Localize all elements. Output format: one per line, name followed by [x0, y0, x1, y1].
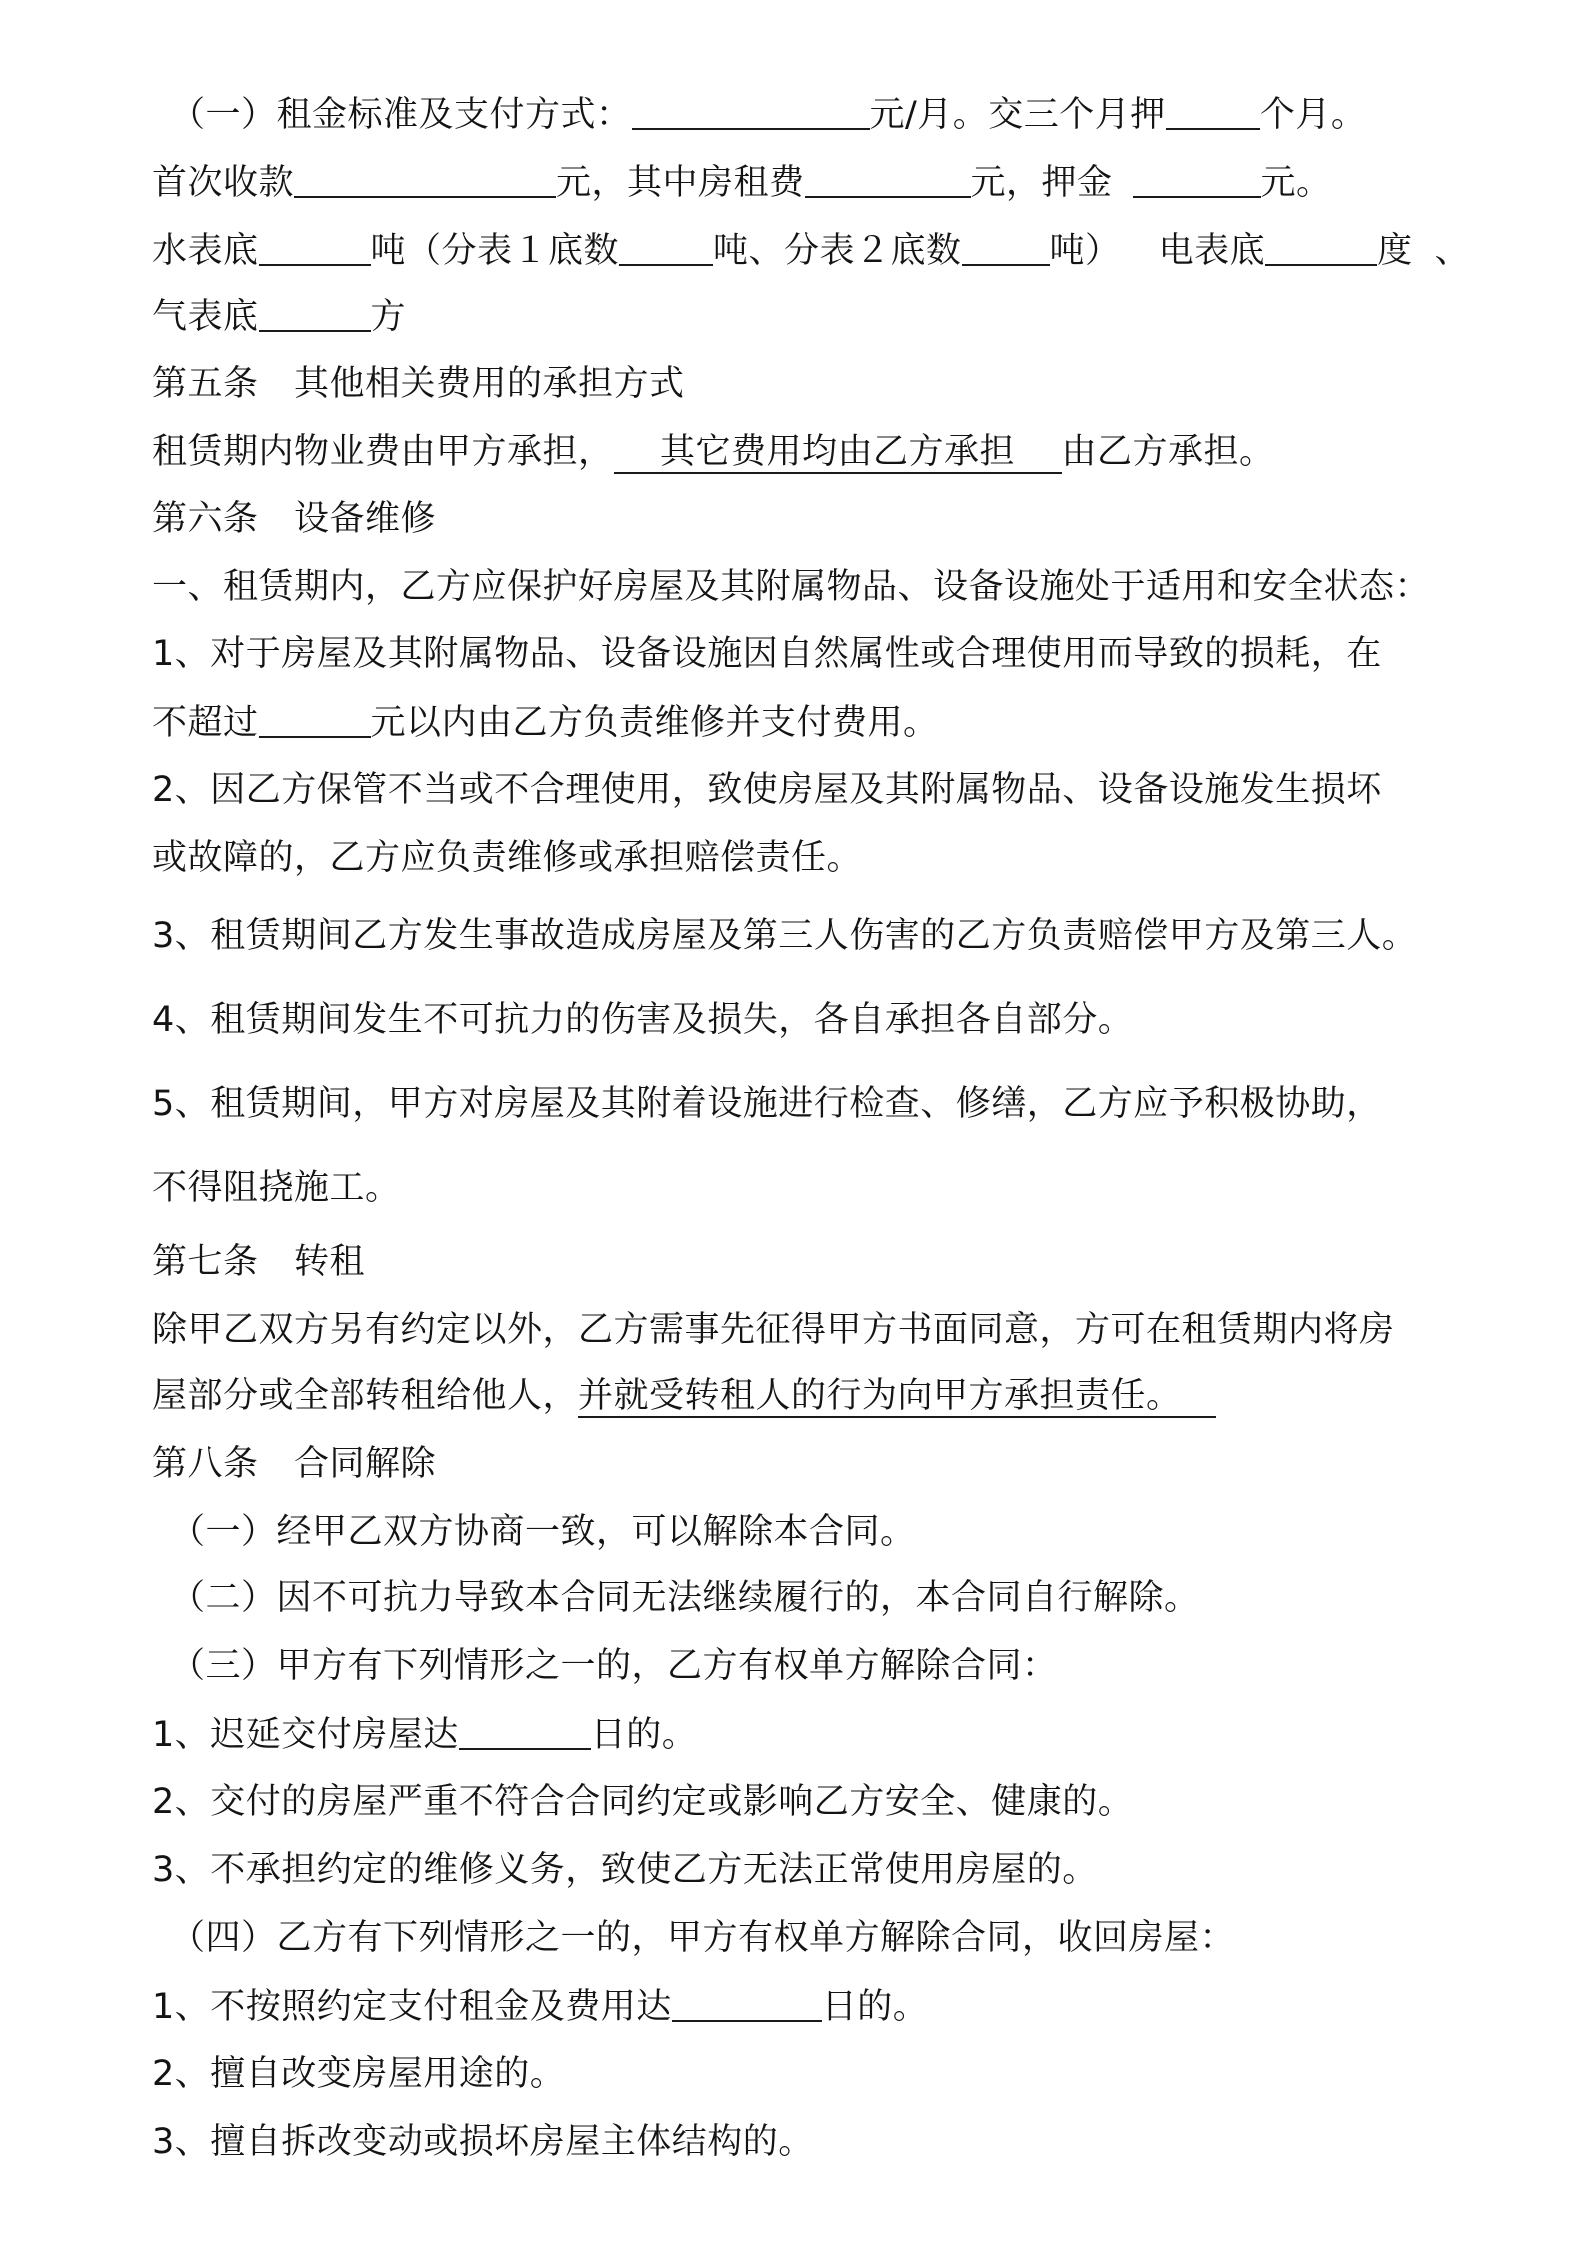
submeter-1-label: 吨（分表１底数	[370, 231, 620, 271]
not-exceed-text: 不超过	[152, 703, 259, 743]
cubic-text: 方	[370, 297, 407, 337]
article-6-item-1: 1、对于房屋及其附属物品、设备设施因自然属性或合理使用而导致的损耗，在	[152, 634, 1382, 674]
rent-fee-label: 元，其中房租费	[556, 163, 805, 203]
other-fees-filled: 其它费用均由乙方承担	[614, 432, 1062, 474]
article-8-clause-3-item-2: 2、交付的房屋严重不符合合同约定或影响乙方安全、健康的。	[152, 1782, 1134, 1822]
article-8-clause-2: （二）因不可抗力导致本合同无法继续履行的，本合同自行解除。	[170, 1578, 1200, 1618]
article-8-clause-3-item-3: 3、不承担约定的维修义务，致使乙方无法正常使用房屋的。	[152, 1850, 1098, 1890]
article-7-body: 除甲乙双方另有约定以外，乙方需事先征得甲方书面同意，方可在租赁期内将房	[152, 1310, 1395, 1350]
article-5-body	[152, 430, 1275, 474]
yuan-text: 元。	[1260, 163, 1332, 203]
article-6-item-2-cont: 或故障的，乙方应负责维修或承担赔偿责任。	[152, 838, 863, 878]
article-8-clause-4: （四）乙方有下列情形之一的，甲方有权单方解除合同，收回房屋：	[170, 1918, 1236, 1958]
repair-limit-blank	[259, 700, 371, 738]
rent-amount-blank	[632, 92, 870, 130]
submeter-2-label: 吨、分表２底数	[713, 231, 962, 271]
water-meter-blank	[259, 228, 371, 266]
rent-standard-line	[170, 92, 1366, 137]
article-5-title: 第五条 其他相关费用的承担方式	[152, 364, 685, 404]
repair-responsibility-text: 元以内由乙方负责维修并支付费用。	[370, 703, 939, 743]
delay-days-blank	[459, 1712, 591, 1750]
gas-meter-line	[152, 294, 406, 339]
article-6-item-5: 5、租赁期间，甲方对房屋及其附着设施进行检查、修缮，乙方应予积极协助，	[152, 1084, 1382, 1124]
ton-close-text: 吨）	[1049, 231, 1121, 271]
sublease-text: 屋部分或全部转租给他人，	[152, 1376, 579, 1416]
gas-meter-blank	[259, 294, 371, 332]
article-8-title: 第八条 合同解除	[152, 1444, 437, 1484]
first-payment-line	[152, 160, 1332, 205]
article-6-item-1-cont	[152, 700, 939, 745]
first-payment-label: 首次收款	[152, 163, 295, 203]
rent-unit-text: 元/月。交三个月押	[869, 95, 1166, 135]
article-6-item-2: 2、因乙方保管不当或不合理使用，致使房屋及其附属物品、设备设施发生损坏	[152, 770, 1382, 810]
first-payment-blank	[294, 160, 556, 198]
days-text: 日的。	[821, 1987, 929, 2027]
gas-meter-label: 气表底	[152, 297, 259, 337]
meter-readings-line	[152, 228, 1470, 273]
delay-delivery-text: 1、迟延交付房屋达	[152, 1715, 459, 1755]
deposit-label: 元，押金	[970, 163, 1113, 203]
article-8-clause-4-item-2: 2、擅自改变房屋用途的。	[152, 2054, 566, 2094]
sublease-liability-filled: 并就受转租人的行为向甲方承担责任。	[578, 1376, 1216, 1418]
article-8-clause-1: （一）经甲乙双方协商一致，可以解除本合同。	[170, 1512, 916, 1552]
electric-meter-label: 电表底	[1158, 231, 1266, 271]
article-6-item-5-cont: 不得阻挠施工。	[152, 1168, 401, 1208]
article-8-clause-4-item-3: 3、擅自拆改变动或损坏房屋主体结构的。	[152, 2122, 814, 2162]
degree-text: 度	[1377, 231, 1413, 271]
article-7-body-cont	[152, 1374, 1216, 1418]
deposit-months-blank	[1166, 92, 1260, 130]
rent-fee-blank	[805, 160, 971, 198]
article-6-item-4: 4、租赁期间发生不可抗力的伤害及损失，各自承担各自部分。	[152, 1000, 1134, 1040]
days-text: 日的。	[590, 1715, 698, 1755]
article-6-para-1: 一、租赁期内，乙方应保护好房屋及其附属物品、设备设施处于适用和安全状态：	[152, 567, 1431, 607]
article-8-clause-3-item-1	[152, 1712, 697, 1757]
article-6-title: 第六条 设备维修	[152, 499, 437, 539]
article-7-title: 第七条 转租	[152, 1242, 366, 1282]
rent-standard-label: （一）租金标准及支付方式：	[170, 95, 632, 135]
article-8-clause-4-item-1	[152, 1984, 928, 2029]
late-days-blank	[672, 1984, 822, 2022]
deposit-blank	[1133, 160, 1261, 198]
article-6-item-3: 3、租赁期间乙方发生事故造成房屋及第三人伤害的乙方负责赔偿甲方及第三人。	[152, 916, 1418, 956]
borne-by-b-text: 由乙方承担。	[1061, 432, 1275, 472]
property-fee-text: 租赁期内物业费由甲方承担，	[152, 432, 614, 472]
water-meter-label: 水表底	[152, 231, 259, 271]
electric-meter-blank	[1265, 228, 1377, 266]
months-text: 个月。	[1259, 95, 1367, 135]
late-payment-text: 1、不按照约定支付租金及费用达	[152, 1987, 672, 2027]
submeter-1-blank	[619, 228, 713, 266]
submeter-2-blank	[962, 228, 1050, 266]
article-8-clause-3: （三）甲方有下列情形之一的，乙方有权单方解除合同：	[170, 1646, 1058, 1686]
comma-text: 、	[1434, 231, 1471, 271]
